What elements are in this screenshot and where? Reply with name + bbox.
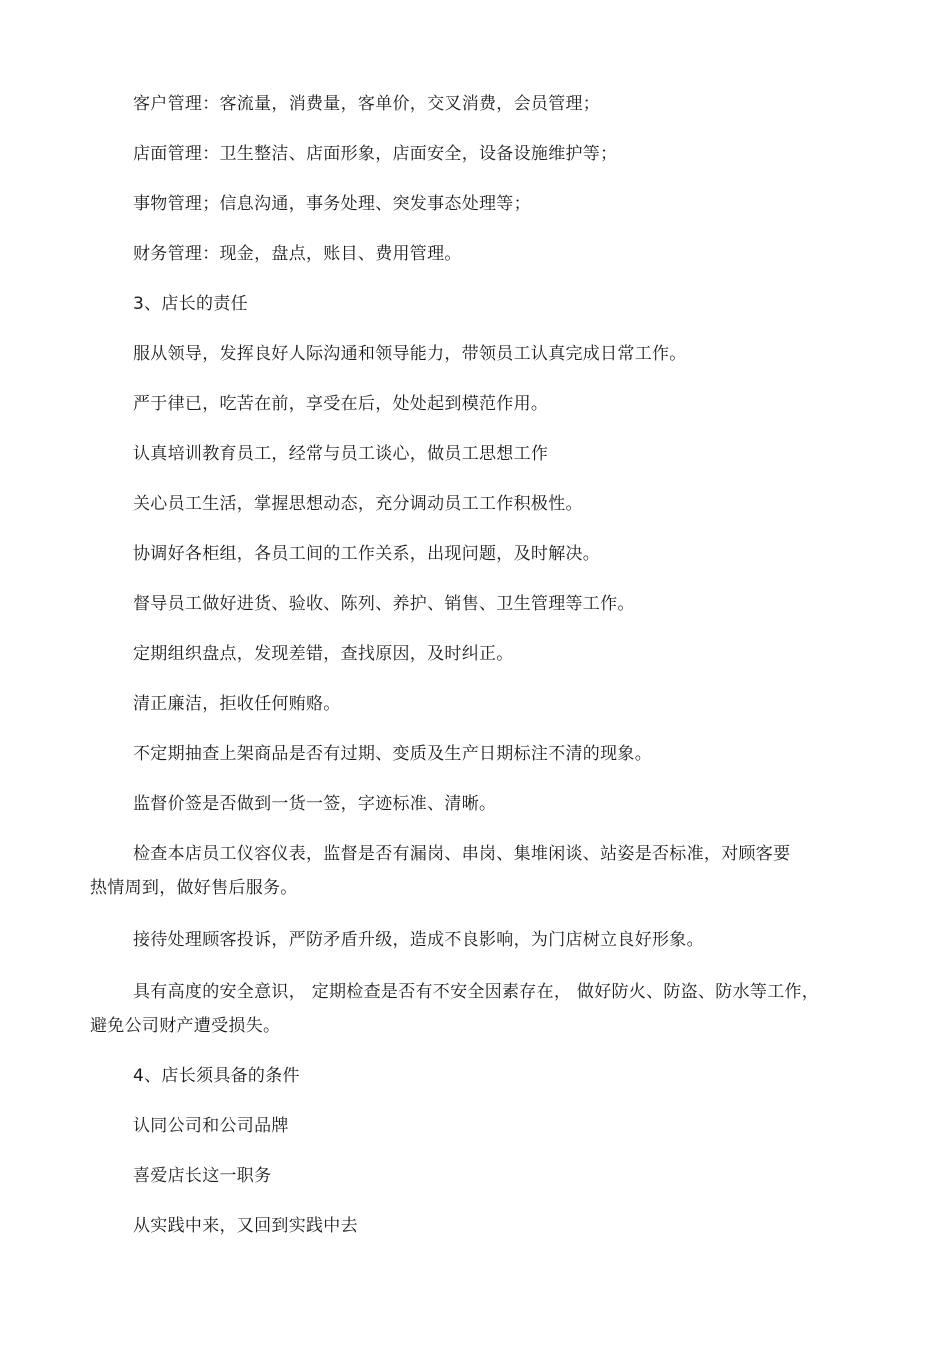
text-line: 服从领导，发挥良好人际沟通和领导能力，带领员工认真完成日常工作。 [133, 344, 687, 364]
text-line-store-management: 店面管理：卫生整洁、店面形象，店面安全，设备设施维护等； [133, 144, 618, 164]
section-heading-responsibilities: 3、店长的责任 [133, 294, 248, 314]
text-line: 严于律已，吃苦在前，享受在后，处处起到模范作用。 [133, 394, 549, 414]
text-line-affairs-management: 事物管理；信息沟通，事务处理、突发事态处理等； [133, 194, 531, 214]
text-line: 不定期抽查上架商品是否有过期、变质及生产日期标注不清的现象。 [133, 744, 652, 764]
text-line: 监督价签是否做到一货一签，字迹标准、清晰。 [133, 794, 497, 814]
text-line: 从实践中来，又回到实践中去 [133, 1216, 358, 1236]
text-line-continuation: 热情周到，做好售后服务。 [90, 878, 298, 898]
text-line: 认同公司和公司品牌 [133, 1116, 289, 1136]
text-line-customer-management: 客户管理：客流量，消费量，客单价，交叉消费，会员管理； [133, 94, 601, 114]
text-line: 喜爱店长这一职务 [133, 1166, 272, 1186]
text-line: 督导员工做好进货、验收、陈列、养护、销售、卫生管理等工作。 [133, 594, 635, 614]
text-line: 认真培训教育员工，经常与员工谈心，做员工思想工作 [133, 444, 549, 464]
text-line: 检查本店员工仪容仪表，监督是否有漏岗、串岗、集堆闲谈、站姿是否标准，对顾客要 [133, 844, 791, 864]
text-line: 接待处理顾客投诉，严防矛盾升级，造成不良影响，为门店树立良好形象。 [133, 930, 704, 950]
text-line: 关心员工生活，掌握思想动态，充分调动员工工作积极性。 [133, 494, 583, 514]
text-line: 清正廉洁，拒收任何贿赂。 [133, 694, 341, 714]
text-line-continuation: 避免公司财产遭受损失。 [90, 1016, 281, 1036]
text-line: 定期组织盘点，发现差错，查找原因，及时纠正。 [133, 644, 514, 664]
text-line: 协调好各柜组，各员工间的工作关系，出现问题，及时解决。 [133, 544, 601, 564]
text-line-finance-management: 财务管理：现金，盘点，账目、费用管理。 [133, 244, 462, 264]
text-line: 具有高度的安全意识， 定期检查是否有不安全因素存在， 做好防火、防盗、防水等工作， [133, 982, 820, 1002]
section-heading-requirements: 4、店长须具备的条件 [133, 1066, 300, 1086]
